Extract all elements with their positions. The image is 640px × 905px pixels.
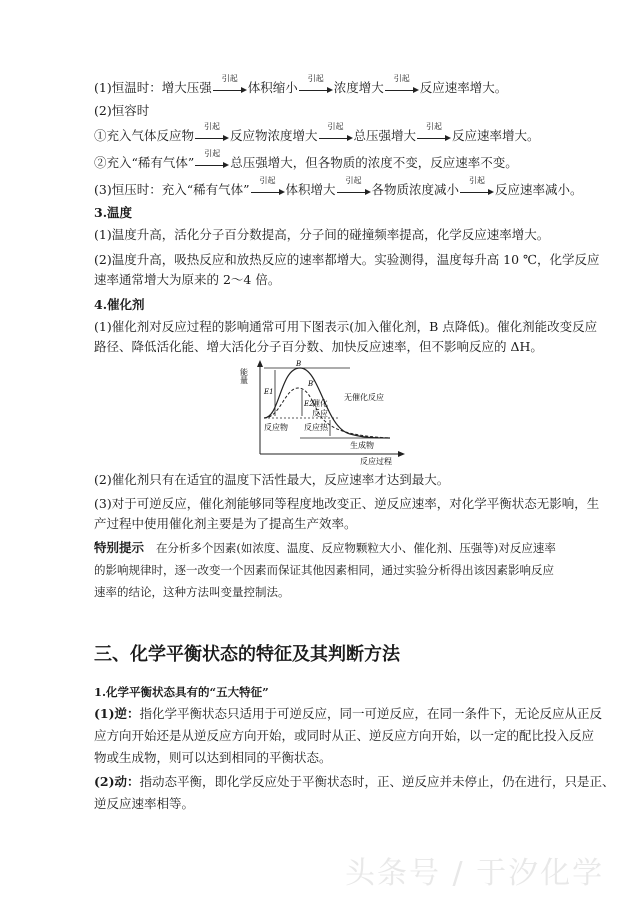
text: 总压强增大	[353, 128, 417, 143]
x-axis-label: 反应过程	[360, 457, 392, 466]
watermark: 头条号 / 于汐化学	[345, 856, 605, 891]
text: ②充入“稀有气体”	[94, 155, 195, 170]
text: 浓度增大	[333, 80, 384, 95]
section-title: 三、化学平衡状态的特征及其判断方法	[94, 644, 400, 665]
text: 指化学平衡状态只适用于可逆反应，同一可逆反应，在同一条件下，无论反应从正反	[139, 706, 603, 721]
tip-line-2: 的影响规律时，逐一改变一个因素而保证其他因素相同，通过实验分析得出该因素影响反应	[94, 563, 554, 577]
label-e2: E2	[304, 400, 314, 408]
temperature-p1: (1)温度升高，活化分子百分数提高，分子间的碰撞频率提高，化学反应速率增大。	[94, 227, 550, 242]
text: 反应物浓度增大	[230, 128, 318, 143]
label-uncatalyzed: 无催化反应	[344, 393, 384, 402]
label-product: 生成物	[350, 441, 374, 450]
arrow-icon: 引起	[299, 83, 333, 95]
catalyst-p1a: (1)催化剂对反应过程的影响通常可用下图表示(加入催化剂，B 点降低)。催化剂能改变反应	[94, 319, 598, 334]
x-axis-arrow-icon	[398, 451, 405, 457]
arrow-icon: 引起	[385, 83, 419, 95]
catalyst-p3a: (3)对于可逆反应，催化剂能够同等程度地改变正、逆反应速率，对化学平衡状态无影响，生	[94, 496, 600, 511]
feature-2-line-a	[94, 774, 615, 790]
label-reactant: 反应物	[264, 423, 288, 432]
energy-diagram	[240, 358, 410, 468]
pressure-line-4	[94, 148, 518, 171]
tip-line-1	[94, 540, 556, 556]
pressure-line-5	[94, 175, 583, 198]
arrow-icon: 引起	[460, 185, 494, 197]
text: 体积缩小	[247, 80, 298, 95]
tip-label: 特别提示	[94, 540, 145, 555]
feature-1-line-c: 物或生成物，则可以达到相同的平衡状态。	[94, 750, 332, 765]
text: (1)恒温时：增大压强	[94, 80, 212, 95]
pressure-line-1	[94, 73, 508, 96]
feature-label: (2)动：	[94, 774, 140, 789]
text: ①充入气体反应物	[94, 128, 195, 143]
section-subheading: 1.化学平衡状态具有的“五大特征”	[94, 685, 269, 699]
text: 反应速率增大。	[452, 128, 540, 143]
y-axis-label: 能量	[240, 368, 249, 384]
feature-1-line-a	[94, 706, 602, 722]
arrow-icon: 引起	[337, 185, 371, 197]
text: 各物质浓度减小	[371, 182, 460, 197]
temperature-heading: 3.温度	[94, 205, 133, 220]
temperature-p2b: 速率通常增大为原来的 2～4 倍。	[94, 272, 281, 287]
label-b2: B′	[308, 380, 315, 388]
catalyst-heading: 4.催化剂	[94, 297, 145, 312]
feature-1-line-b: 应方向开始还是从逆反应方向开始，或同时从正、逆反应方向开始，以一定的配比投入反应	[94, 728, 595, 743]
tip-line-3: 速率的结论，这种方法叫变量控制法。	[94, 585, 290, 599]
text: 体积增大	[285, 182, 336, 197]
text: (3)恒压时：充入“稀有气体”	[94, 182, 250, 197]
feature-2-line-b: 逆反应速率相等。	[94, 796, 195, 811]
tip-text: 在分析多个因素(如浓度、温度、反应物颗粒大小、催化剂、压强等)对反应速率	[155, 541, 556, 555]
label-catalyzed: 催化	[312, 399, 328, 408]
arrow-icon: 引起	[195, 158, 229, 170]
label-b: B	[296, 360, 302, 368]
text: 反应速率增大。	[419, 80, 508, 95]
feature-label: (1)逆：	[94, 706, 140, 721]
y-axis-arrow-icon	[257, 360, 263, 367]
label-catalyzed-2: 反应	[312, 409, 328, 418]
text: 指动态平衡，即化学反应处于平衡状态时，正、逆反应并未停止，仍在进行，只是正、	[139, 774, 615, 789]
pressure-line-3	[94, 121, 540, 144]
pressure-line-2: (2)恒容时	[94, 103, 150, 118]
catalyst-p1b: 路径、降低活化能、增大活化分子百分数、加快反应速率，但不影响反应的 ΔH。	[94, 339, 543, 354]
label-heat: 反应热	[304, 423, 328, 432]
arrow-icon: 引起	[213, 83, 247, 95]
arrow-icon: 引起	[195, 131, 229, 143]
arrow-icon: 引起	[319, 131, 353, 143]
arrow-icon: 引起	[417, 131, 451, 143]
temperature-p2a: (2)温度升高，吸热反应和放热反应的速率都增大。实验测得，温度每升高 10 ℃，化学反应	[94, 252, 600, 267]
catalyst-p2: (2)催化剂只有在适宜的温度下活性最大，反应速率才达到最大。	[94, 472, 450, 487]
text: 反应速率减小。	[495, 182, 583, 197]
catalyst-p3b: 产过程中使用催化剂主要是为了提高生产效率。	[94, 516, 357, 531]
label-e1: E1	[264, 388, 274, 396]
arrow-icon: 引起	[251, 185, 285, 197]
text: 总压强增大，但各物质的浓度不变，反应速率不变。	[230, 155, 518, 170]
